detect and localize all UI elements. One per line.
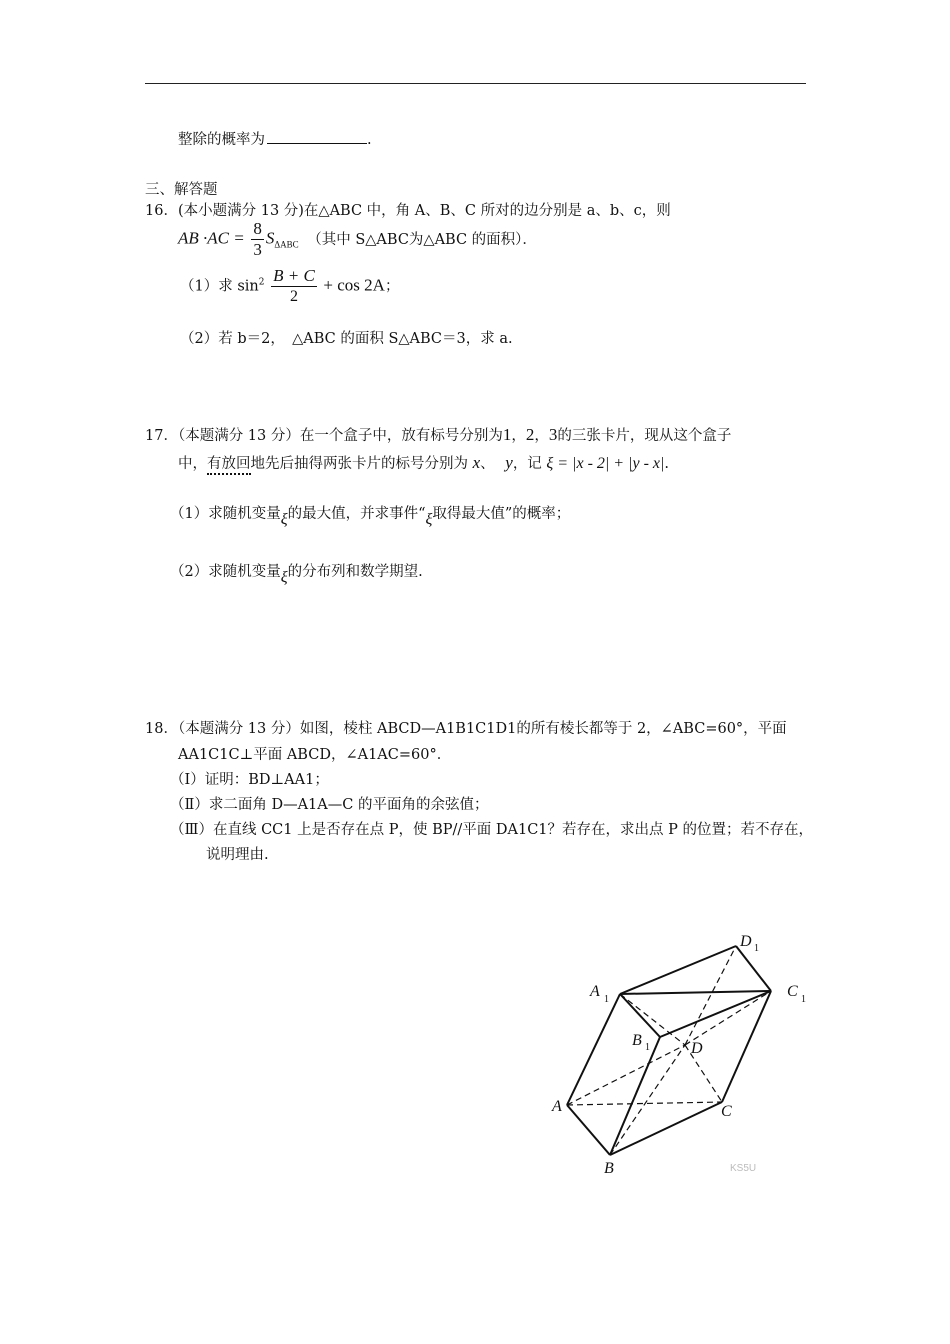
- continuation-line: 整除的概率为 .: [178, 132, 372, 148]
- watermark: KS5U: [730, 1163, 757, 1174]
- q18-line2: AA1C1C⊥平面 ABCD，∠A1AC=60°．: [178, 747, 452, 763]
- q16-part1: （1）求 $\sin^2$ $\frac{B + C}{2}$ + cos 2A；: [180, 266, 400, 305]
- q18-part3-cont: 说明理由.: [206, 847, 269, 863]
- label-a1: A: [590, 983, 600, 1000]
- q18-part2: （Ⅱ）求二面角 D—A1A—C 的平面角的余弦值；: [170, 797, 489, 813]
- continuation-text: 整除的概率为: [178, 132, 265, 148]
- section-title: 三、解答题: [145, 182, 218, 198]
- q16-note: （其中 S△ABC为△ABC 的面积）．: [307, 231, 537, 248]
- svg-text:1: 1: [801, 994, 806, 1005]
- label-b1: B: [632, 1032, 642, 1049]
- prism-figure: [540, 920, 820, 1180]
- svg-text:1: 1: [754, 943, 759, 954]
- label-c1: C: [787, 983, 798, 1000]
- q17-formula: ξ = |x - 2| + |y - x|: [546, 455, 665, 472]
- header-rule: [145, 83, 806, 84]
- answer-blank: [267, 131, 367, 144]
- label-d: D: [691, 1040, 703, 1057]
- q16-fraction: $\frac{8}{3}$: [253, 219, 262, 259]
- q16-part2: （2）若 b＝2， △ABC 的面积 S△ABC＝3，求 a.: [180, 331, 513, 347]
- q17-part1: （1）求随机变量ξ的最大值，并求事件“ξ取得最大值”的概率；: [170, 506, 571, 528]
- q18-line1: 18．（本题满分 13 分）如图，棱柱 ABCD—A1B1C1D1的所有棱长都等于 2，∠ABC=60°，平面: [145, 721, 787, 737]
- q17-part2: （2）求随机变量ξ的分布列和数学期望.: [170, 564, 423, 586]
- label-d1: D: [740, 933, 752, 950]
- q17-line1: 17．（本题满分 13 分）在一个盒子中，放有标号分别为1，2，3的三张卡片，现从这个盒子: [145, 425, 732, 444]
- q18-part1: （Ⅰ）证明：BD⊥AA1；: [170, 772, 329, 788]
- label-c: C: [721, 1103, 732, 1120]
- q17-emphasis: 有放回: [207, 456, 251, 475]
- q16-lhs: AB ·AC =: [178, 228, 245, 248]
- q16-formula: AB ·AC = $\frac{8}{3}$ $S_{\Delta ABC}$ （其中 S△ABC为△ABC 的面积）．: [178, 219, 537, 259]
- q16-part1-fraction: $\frac{B + C}{2}$: [273, 266, 315, 305]
- q18-part3: （Ⅲ）在直线 CC1 上是否存在点 P，使 BP//平面 DA1C1？若存在，求出点 P 的位置；若不存在，: [170, 822, 813, 838]
- q17-line2: 中，有放回地先后抽得两张卡片的标号分别为 x、 y，记 ξ = |x - 2| + |y - x|.: [178, 452, 669, 473]
- label-a: A: [552, 1098, 562, 1115]
- label-b: B: [604, 1160, 614, 1177]
- q16-intro: 16．(本小题满分 13 分)在△ABC 中，角 A、B、C 所对的边分别是 a、b、c，则: [145, 203, 671, 219]
- svg-text:1: 1: [645, 1042, 650, 1053]
- svg-text:1: 1: [604, 994, 609, 1005]
